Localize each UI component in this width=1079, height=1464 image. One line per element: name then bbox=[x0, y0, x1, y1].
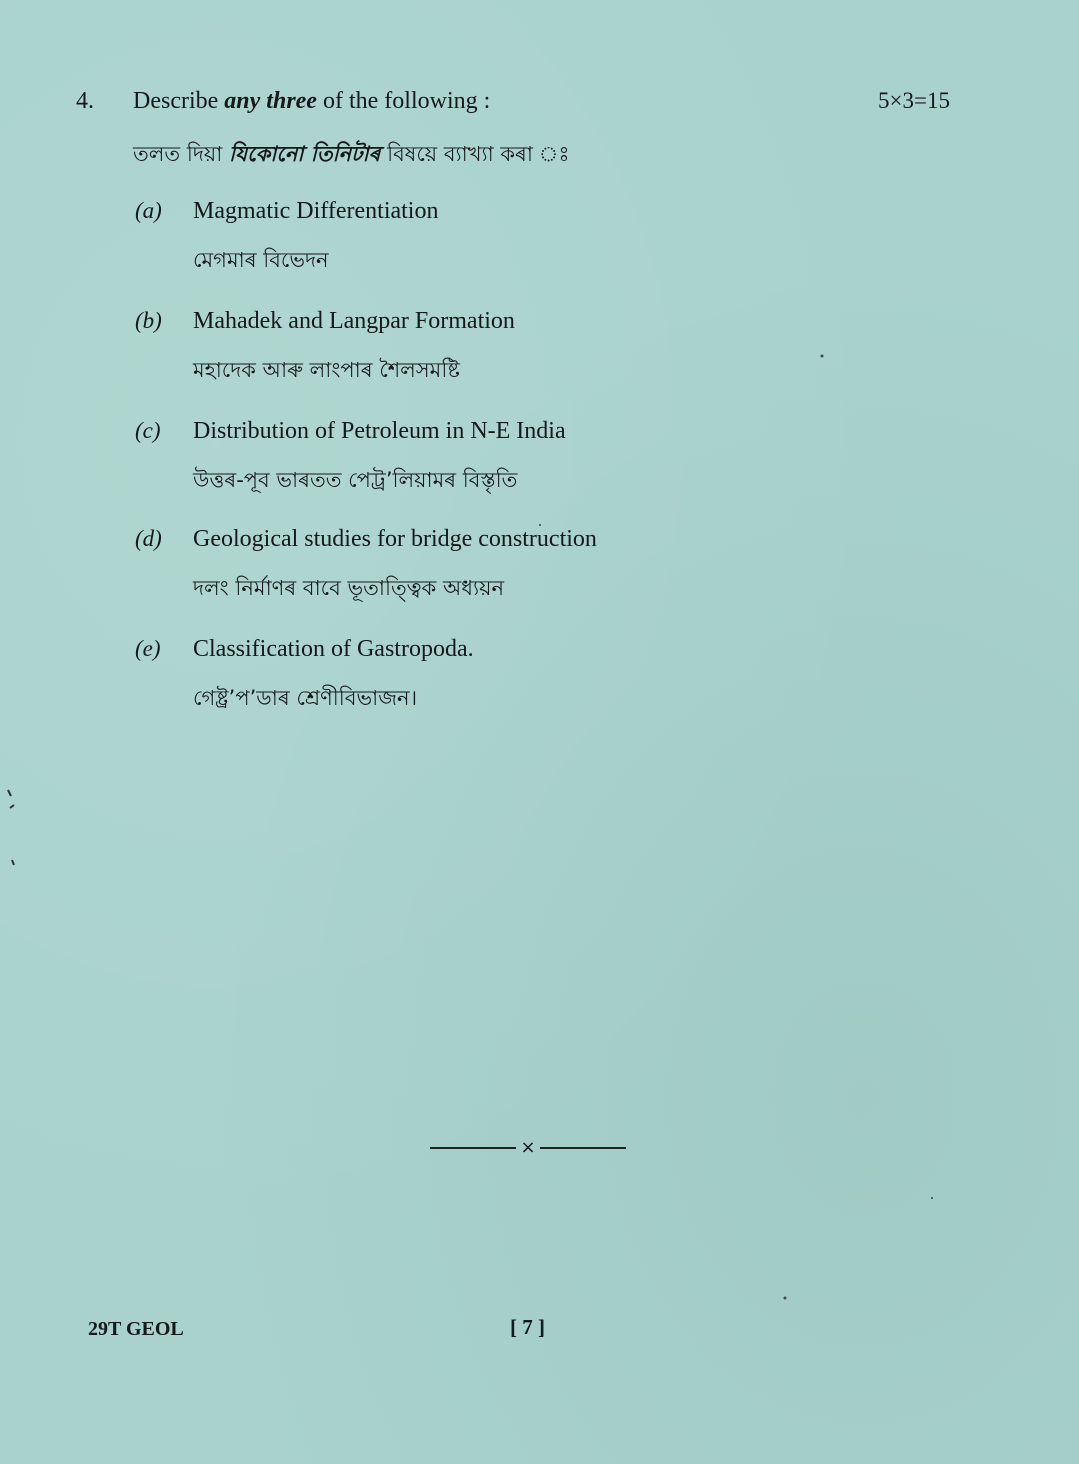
item-label: (e) bbox=[135, 636, 161, 661]
item-assamese-text: মহাদেক আৰু লাংপাৰ শৈলসমষ্টি bbox=[193, 358, 460, 382]
item-assamese-text: দলং নিৰ্মাণৰ বাবে ভূতাত্ত্বিক অধ্যয়ন bbox=[193, 576, 504, 600]
speck bbox=[931, 1197, 933, 1199]
question-instruction-english bbox=[133, 88, 490, 115]
item-assamese-text: উত্তৰ-পূব ভাৰতত পেট্ৰ’লিয়ামৰ বিস্তৃতি bbox=[193, 468, 518, 492]
speck bbox=[821, 355, 824, 358]
item-label: (a) bbox=[135, 198, 162, 223]
edge-mark bbox=[8, 790, 14, 865]
instruction-as-emphasis: যিকোনো তিনিটাৰ bbox=[229, 142, 381, 166]
item-label: (b) bbox=[135, 308, 162, 333]
instruction-as-pre: তলত দিয়া bbox=[133, 142, 230, 166]
question-marks: 5×3=15 bbox=[878, 88, 950, 113]
instruction-as-post: বিষয়ে ব্যাখ্যা কৰা ঃ bbox=[380, 142, 570, 166]
instruction-en-emphasis: any three bbox=[224, 88, 317, 114]
item-english-text: Mahadek and Langpar Formation bbox=[193, 308, 515, 334]
item-english-text: Classification of Gastropoda. bbox=[193, 636, 474, 662]
item-english-text: Distribution of Petroleum in N-E India bbox=[193, 418, 566, 444]
item-english-text: Geological studies for bridge construction bbox=[193, 526, 597, 552]
question-instruction-assamese bbox=[133, 138, 570, 173]
page-number: [ 7 ] bbox=[510, 1315, 545, 1339]
question-number: 4. bbox=[76, 88, 94, 114]
end-rule-right bbox=[540, 1147, 626, 1149]
end-rule-left bbox=[430, 1147, 516, 1149]
item-label: (d) bbox=[135, 526, 162, 551]
item-assamese-text: মেগমাৰ বিভেদন bbox=[193, 248, 329, 272]
item-assamese-text: গেষ্ট্ৰ’প’ডাৰ শ্ৰেণীবিভাজন। bbox=[193, 686, 418, 710]
speck bbox=[784, 1297, 787, 1300]
instruction-en-pre: Describe bbox=[133, 88, 225, 114]
paper-code: 29T GEOL bbox=[88, 1318, 184, 1340]
item-english-text: Magmatic Differentiation bbox=[193, 198, 439, 224]
item-label: (c) bbox=[135, 418, 161, 443]
instruction-en-post: of the following : bbox=[316, 88, 491, 114]
end-cross-icon: × bbox=[520, 1137, 536, 1158]
end-of-paper-mark bbox=[430, 1133, 626, 1163]
